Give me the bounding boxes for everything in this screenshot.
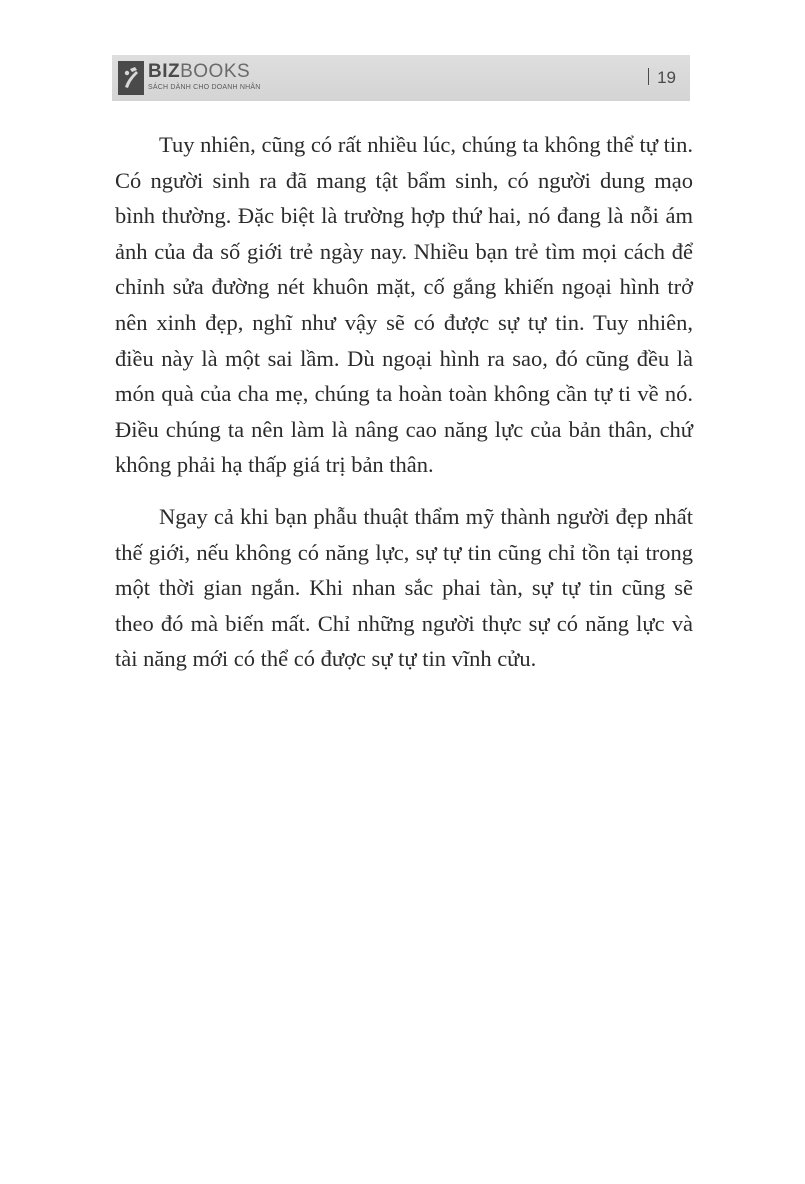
brand-name-secondary: BOOKS bbox=[180, 61, 251, 82]
body-paragraph-1: Tuy nhiên, cũng có rất nhiều lúc, chúng ta không thể tự tin. Có người sinh ra đã mang tật bẩm sinh, có người dung mạo bình thường. Đặc biệt là trường hợp thứ hai, nó đang là nỗi ám ảnh của đa số giới trẻ ngày nay. Nhiều bạn trẻ tìm mọi cách để chỉnh sửa đường nét khuôn mặt, cố gắng khiến ngoại hình trở nên xinh đẹp, nghĩ như vậy sẽ có được sự tự tin. Tuy nhiên, điều này là một sai lầm. Dù ngoại hình ra sao, đó cũng đều là món quà của cha mẹ, chúng ta hoàn toàn không cần tự ti về nó. Điều chúng ta nên làm là nâng cao năng lực của bản thân, chứ không phải hạ thấp giá trị bản thân. bbox=[115, 132, 693, 478]
brand-name-main: BIZ bbox=[148, 61, 181, 82]
page-number: 19 bbox=[657, 68, 676, 87]
brand-logo-text bbox=[148, 62, 250, 82]
body-paragraph-2: Ngay cả khi bạn phẫu thuật thẩm mỹ thành người đẹp nhất thế giới, nếu không có năng lực, sự tự tin cũng chỉ tồn tại trong một thời gian ngắn. Khi nhan sắc phai tàn, sự tự tin cũng sẽ theo đó mà biến mất. Chỉ những người thực sự có năng lực và tài năng mới có thể có được sự tự tin vĩnh cửu. bbox=[115, 503, 693, 672]
bizbooks-logo-icon bbox=[118, 61, 144, 95]
page-header bbox=[112, 55, 690, 101]
page-body bbox=[115, 127, 693, 693]
page-number-area bbox=[648, 68, 676, 88]
brand-tagline: SÁCH DÀNH CHO DOANH NHÂN bbox=[148, 84, 261, 91]
page-number-divider bbox=[648, 68, 649, 85]
